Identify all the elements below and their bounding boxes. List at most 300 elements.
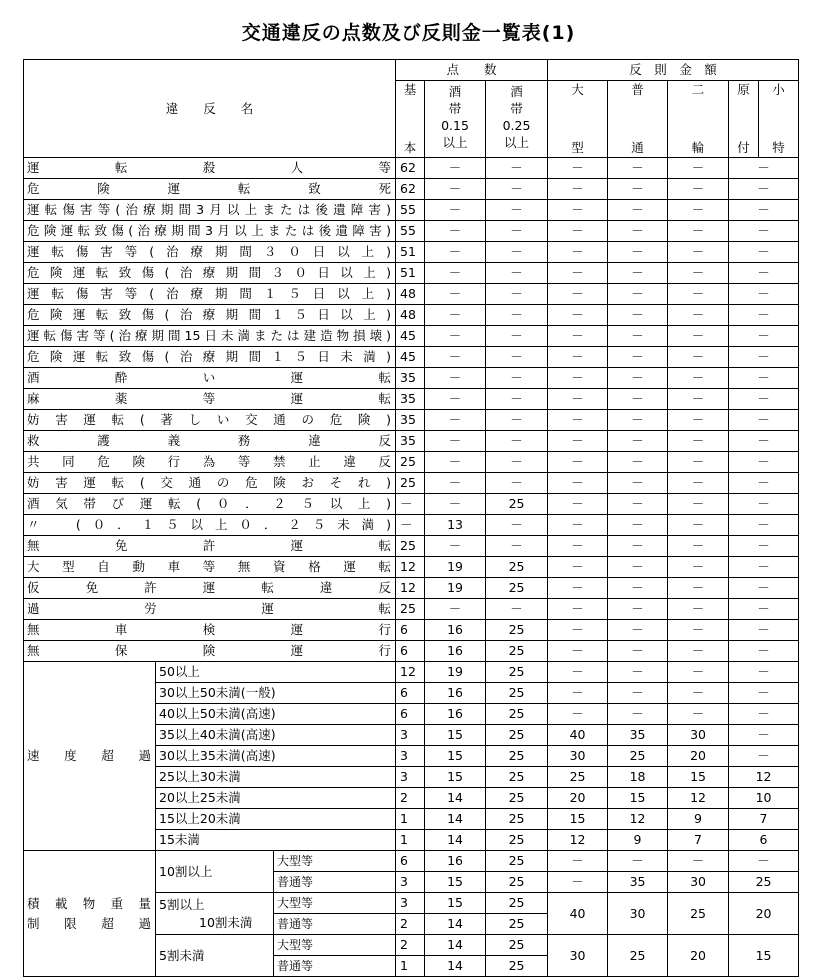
violation-name-text: 大型自動車等無資格運転 xyxy=(27,559,392,574)
violation-name xyxy=(24,557,396,578)
cell: － xyxy=(668,221,729,242)
cell: － xyxy=(548,347,608,368)
cell: － xyxy=(668,620,729,641)
cell: － xyxy=(729,746,799,767)
cell: － xyxy=(729,263,799,284)
speed-range: 15以上20未満 xyxy=(156,809,396,830)
cell: 20 xyxy=(548,788,608,809)
cell: － xyxy=(608,284,668,305)
cell: 35 xyxy=(396,368,425,389)
cell: 14 xyxy=(425,935,486,956)
cell: － xyxy=(486,473,548,494)
header-points: 点 数 xyxy=(396,60,548,81)
cell: － xyxy=(608,431,668,452)
load-group-label xyxy=(24,851,156,977)
violation-name xyxy=(24,200,396,221)
violation-name-text: 酒酔い運転 xyxy=(27,370,392,385)
cell: 1 xyxy=(396,956,425,977)
cell: 48 xyxy=(396,305,425,326)
load-100-over: 10割以上 xyxy=(156,851,274,893)
cell: － xyxy=(668,851,729,872)
cell: 14 xyxy=(425,830,486,851)
cell: － xyxy=(548,242,608,263)
cell: － xyxy=(548,851,608,872)
cell: 25 xyxy=(486,893,548,914)
cell: － xyxy=(668,473,729,494)
load-label-line2: 制限超過 xyxy=(27,915,151,931)
violation-name-text: 救護義務違反 xyxy=(27,433,392,448)
cell: － xyxy=(486,242,548,263)
violation-name xyxy=(24,368,396,389)
cell: － xyxy=(608,347,668,368)
cell: － xyxy=(608,662,668,683)
table-row xyxy=(24,494,799,515)
cell: 12 xyxy=(396,662,425,683)
cell: － xyxy=(729,599,799,620)
cell: 25 xyxy=(486,620,548,641)
page-title: 交通違反の点数及び反則金一覧表(1) xyxy=(241,22,576,44)
cell: － xyxy=(608,620,668,641)
cell: 16 xyxy=(425,851,486,872)
cell: 14 xyxy=(425,809,486,830)
cell: － xyxy=(548,452,608,473)
violation-name-text: 麻薬等運転 xyxy=(27,391,392,406)
cell: 7 xyxy=(668,830,729,851)
violation-name-text: 危険運転致傷(治療期間１５日未満) xyxy=(27,349,392,364)
cell: 19 xyxy=(425,578,486,599)
table-row xyxy=(24,536,799,557)
cell: － xyxy=(668,599,729,620)
cell: 6 xyxy=(396,704,425,725)
cell: － xyxy=(608,851,668,872)
violation-name-text: 運転傷害等(治療期間１５日以上) xyxy=(27,286,392,301)
cell: 55 xyxy=(396,200,425,221)
cell: 25 xyxy=(486,662,548,683)
cell: 6 xyxy=(396,851,425,872)
header-fines: 反 則 金 額 xyxy=(548,60,799,81)
speed-range: 15未満 xyxy=(156,830,396,851)
header-alc2-l1: 酒 xyxy=(510,84,523,99)
cell: － xyxy=(548,536,608,557)
cell: － xyxy=(425,473,486,494)
cell: 62 xyxy=(396,158,425,179)
speed-range: 25以上30未満 xyxy=(156,767,396,788)
cell: － xyxy=(548,557,608,578)
cell: － xyxy=(668,284,729,305)
header-alc2-l3: 0.25 xyxy=(502,118,531,133)
table-row xyxy=(24,389,799,410)
cell: － xyxy=(548,683,608,704)
cell: － xyxy=(548,158,608,179)
cell: － xyxy=(608,473,668,494)
header-two-bottom: 輪 xyxy=(691,140,705,155)
cell: － xyxy=(608,536,668,557)
cell: － xyxy=(608,242,668,263)
cell: － xyxy=(729,389,799,410)
cell: － xyxy=(729,200,799,221)
violation-name-text: 危険運転致傷(治療期間１５日以上) xyxy=(27,307,392,322)
cell: － xyxy=(729,158,799,179)
cell: 25 xyxy=(396,452,425,473)
cell: － xyxy=(548,368,608,389)
cell: － xyxy=(729,704,799,725)
violation-name xyxy=(24,578,396,599)
cell: － xyxy=(668,158,729,179)
cell: 15 xyxy=(548,809,608,830)
cell: － xyxy=(486,179,548,200)
cell: － xyxy=(486,263,548,284)
header-alc1-l3: 0.15 xyxy=(441,118,469,133)
cell: 12 xyxy=(668,788,729,809)
violation-name xyxy=(24,158,396,179)
cell: 62 xyxy=(396,179,425,200)
cell: 19 xyxy=(425,662,486,683)
cell: 15 xyxy=(425,746,486,767)
cell: 3 xyxy=(396,746,425,767)
table-row xyxy=(24,557,799,578)
cell: 30 xyxy=(548,935,608,977)
cell: － xyxy=(729,179,799,200)
speed-range: 30以上35未満(高速) xyxy=(156,746,396,767)
cell: － xyxy=(668,683,729,704)
violation-table xyxy=(23,59,799,977)
header-normal-bottom: 通 xyxy=(631,140,644,155)
cell: 3 xyxy=(396,872,425,893)
cell: 51 xyxy=(396,263,425,284)
cell: － xyxy=(486,347,548,368)
cell: 2 xyxy=(396,935,425,956)
speed-rows xyxy=(24,662,799,851)
load-large: 大型等 xyxy=(274,851,396,872)
header-alcohol-025 xyxy=(486,81,548,158)
load-50-100 xyxy=(156,893,274,935)
header-violation-name: 違 反 名 xyxy=(24,60,396,158)
cell: － xyxy=(608,263,668,284)
header-alc1-l2: 帯 xyxy=(448,101,462,116)
cell: － xyxy=(729,578,799,599)
violation-name-text: 妨害運転(交通の危険おそれ) xyxy=(27,475,392,490)
cell: － xyxy=(425,200,486,221)
cell: － xyxy=(668,515,729,536)
cell: 19 xyxy=(425,557,486,578)
load-normal: 普通等 xyxy=(274,914,396,935)
table-row xyxy=(24,641,799,662)
violation-name xyxy=(24,221,396,242)
header-small-special xyxy=(759,81,799,158)
load-large: 大型等 xyxy=(274,935,396,956)
cell: 6 xyxy=(396,683,425,704)
table-row xyxy=(24,305,799,326)
cell: － xyxy=(608,389,668,410)
speed-group-label xyxy=(24,662,156,851)
cell: － xyxy=(548,200,608,221)
cell: － xyxy=(608,494,668,515)
header-moped-top: 原 xyxy=(737,82,750,97)
cell: － xyxy=(668,242,729,263)
cell: 3 xyxy=(396,725,425,746)
cell: 25 xyxy=(486,704,548,725)
violation-name-text: 危険運転致死 xyxy=(27,181,392,196)
cell: － xyxy=(425,158,486,179)
cell: － xyxy=(486,599,548,620)
cell: 40 xyxy=(548,725,608,746)
cell: 35 xyxy=(396,389,425,410)
cell: 25 xyxy=(486,956,548,977)
cell: － xyxy=(425,221,486,242)
cell: 16 xyxy=(425,704,486,725)
cell: － xyxy=(486,221,548,242)
table-row xyxy=(24,431,799,452)
cell: － xyxy=(425,284,486,305)
table-row xyxy=(24,200,799,221)
table-row xyxy=(24,662,799,683)
cell: － xyxy=(668,494,729,515)
cell: 25 xyxy=(486,578,548,599)
table-row xyxy=(24,473,799,494)
cell: － xyxy=(396,515,425,536)
table-row xyxy=(24,221,799,242)
cell: － xyxy=(729,221,799,242)
header-moped-bottom: 付 xyxy=(737,140,750,155)
cell: 14 xyxy=(425,914,486,935)
cell: 35 xyxy=(396,431,425,452)
violation-name xyxy=(24,641,396,662)
load-label-line1: 積載物重量 xyxy=(27,895,151,911)
violation-name xyxy=(24,389,396,410)
load-50-100-line2: 10割未満 xyxy=(199,914,253,930)
violation-name-text: 過労運転 xyxy=(27,601,392,616)
cell: － xyxy=(668,431,729,452)
cell: － xyxy=(729,431,799,452)
table-row xyxy=(24,347,799,368)
cell: － xyxy=(668,578,729,599)
cell: 35 xyxy=(608,872,668,893)
cell: 20 xyxy=(668,935,729,977)
violation-name xyxy=(24,452,396,473)
cell: － xyxy=(548,494,608,515)
cell: － xyxy=(486,452,548,473)
load-50-100-line1: 5割以上 xyxy=(159,896,205,912)
cell: 12 xyxy=(729,767,799,788)
cell: － xyxy=(729,662,799,683)
cell: － xyxy=(425,599,486,620)
cell: － xyxy=(486,326,548,347)
cell: 25 xyxy=(486,683,548,704)
cell: － xyxy=(668,641,729,662)
cell: － xyxy=(608,158,668,179)
violation-name-text: 無保険運行 xyxy=(27,643,392,658)
cell: 30 xyxy=(668,872,729,893)
violation-name xyxy=(24,515,396,536)
cell: － xyxy=(425,347,486,368)
cell: 2 xyxy=(396,788,425,809)
cell: 25 xyxy=(396,536,425,557)
cell: － xyxy=(668,662,729,683)
cell: － xyxy=(608,641,668,662)
header-base-bottom: 本 xyxy=(403,140,417,155)
cell: － xyxy=(548,578,608,599)
cell: 30 xyxy=(608,893,668,935)
cell: 15 xyxy=(425,725,486,746)
cell: － xyxy=(548,704,608,725)
cell: 30 xyxy=(548,746,608,767)
cell: － xyxy=(425,431,486,452)
cell: － xyxy=(486,410,548,431)
cell: － xyxy=(548,221,608,242)
cell: 15 xyxy=(668,767,729,788)
cell: － xyxy=(486,389,548,410)
header-large-top: 大 xyxy=(571,82,584,97)
cell: 35 xyxy=(396,410,425,431)
cell: － xyxy=(729,473,799,494)
cell: － xyxy=(486,158,548,179)
header-alcohol-015 xyxy=(425,81,486,158)
header-large-bottom: 型 xyxy=(571,140,584,155)
cell: － xyxy=(396,494,425,515)
cell: － xyxy=(729,305,799,326)
cell: － xyxy=(608,410,668,431)
cell: － xyxy=(608,683,668,704)
cell: － xyxy=(729,242,799,263)
cell: 55 xyxy=(396,221,425,242)
violation-name xyxy=(24,620,396,641)
cell: － xyxy=(668,704,729,725)
cell: － xyxy=(729,683,799,704)
cell: 25 xyxy=(486,725,548,746)
cell: － xyxy=(608,200,668,221)
cell: 3 xyxy=(396,893,425,914)
cell: － xyxy=(608,515,668,536)
violation-name-text: 酒気帯び運転(０．２５以上) xyxy=(27,496,392,511)
cell: － xyxy=(608,221,668,242)
cell: 9 xyxy=(668,809,729,830)
cell: 30 xyxy=(668,725,729,746)
cell: 45 xyxy=(396,347,425,368)
violation-name xyxy=(24,242,396,263)
speed-range: 35以上40未満(高速) xyxy=(156,725,396,746)
violation-name xyxy=(24,326,396,347)
speed-range: 50以上 xyxy=(156,662,396,683)
header-large xyxy=(548,81,608,158)
cell: 25 xyxy=(486,557,548,578)
violation-name-text: 危険運転致傷(治療期間３０日以上) xyxy=(27,265,392,280)
cell: － xyxy=(486,305,548,326)
table-row xyxy=(24,368,799,389)
violation-name xyxy=(24,494,396,515)
cell: － xyxy=(548,662,608,683)
violation-name-text: 危険運転致傷(治療期間3月以上または後遺障害) xyxy=(27,223,392,238)
cell: 25 xyxy=(668,893,729,935)
violation-name xyxy=(24,431,396,452)
violation-name xyxy=(24,599,396,620)
cell: － xyxy=(668,326,729,347)
violation-name-text: 無車検運行 xyxy=(27,622,392,637)
cell: － xyxy=(548,473,608,494)
table-row xyxy=(24,599,799,620)
cell: － xyxy=(486,368,548,389)
cell: － xyxy=(425,410,486,431)
cell: 25 xyxy=(486,914,548,935)
cell: 15 xyxy=(425,767,486,788)
load-rows xyxy=(24,851,799,977)
cell: 6 xyxy=(396,641,425,662)
table-row xyxy=(24,620,799,641)
cell: － xyxy=(486,515,548,536)
cell: － xyxy=(548,872,608,893)
header-two-wheel xyxy=(668,81,729,158)
table-row xyxy=(24,179,799,200)
violation-name-text: 無免許運転 xyxy=(27,538,392,553)
cell: － xyxy=(729,725,799,746)
cell: － xyxy=(608,704,668,725)
violation-name xyxy=(24,263,396,284)
cell: 9 xyxy=(608,830,668,851)
cell: 13 xyxy=(425,515,486,536)
cell: － xyxy=(668,368,729,389)
cell: 40 xyxy=(548,893,608,935)
violation-name xyxy=(24,410,396,431)
table-row xyxy=(24,158,799,179)
cell: － xyxy=(608,557,668,578)
cell: － xyxy=(668,389,729,410)
cell: 25 xyxy=(396,473,425,494)
violation-name-text: 運転傷害等(治療期間15日未満または建造物損壊) xyxy=(27,328,392,343)
cell: － xyxy=(425,494,486,515)
cell: － xyxy=(729,368,799,389)
cell: － xyxy=(548,599,608,620)
cell: 25 xyxy=(486,494,548,515)
cell: － xyxy=(668,410,729,431)
table-row xyxy=(24,578,799,599)
cell: － xyxy=(668,452,729,473)
load-under-50: 5割未満 xyxy=(156,935,274,977)
cell: － xyxy=(729,347,799,368)
violation-name-text: 妨害運転(著しい交通の危険) xyxy=(27,412,392,427)
cell: － xyxy=(608,179,668,200)
violation-name xyxy=(24,179,396,200)
cell: 45 xyxy=(396,326,425,347)
cell: 20 xyxy=(729,893,799,935)
cell: － xyxy=(425,389,486,410)
cell: 25 xyxy=(548,767,608,788)
cell: － xyxy=(608,452,668,473)
cell: 25 xyxy=(729,872,799,893)
header-alc1-l4: 以上 xyxy=(442,135,468,150)
cell: 25 xyxy=(486,830,548,851)
cell: 25 xyxy=(486,851,548,872)
header-moped xyxy=(729,81,759,158)
header-normal-top: 普 xyxy=(631,82,644,97)
table-row xyxy=(24,263,799,284)
violation-name xyxy=(24,473,396,494)
table-row xyxy=(24,326,799,347)
cell: － xyxy=(548,641,608,662)
cell: 3 xyxy=(396,767,425,788)
header-base-top: 基 xyxy=(403,82,417,97)
cell: － xyxy=(668,557,729,578)
cell: 18 xyxy=(608,767,668,788)
cell: － xyxy=(486,431,548,452)
cell: － xyxy=(668,200,729,221)
cell: － xyxy=(668,263,729,284)
header-base xyxy=(396,81,425,158)
cell: － xyxy=(729,620,799,641)
cell: 25 xyxy=(396,599,425,620)
cell: － xyxy=(668,179,729,200)
violation-name-text: 仮免許運転違反 xyxy=(27,580,392,595)
header-small-top: 小 xyxy=(772,82,785,97)
cell: － xyxy=(608,305,668,326)
